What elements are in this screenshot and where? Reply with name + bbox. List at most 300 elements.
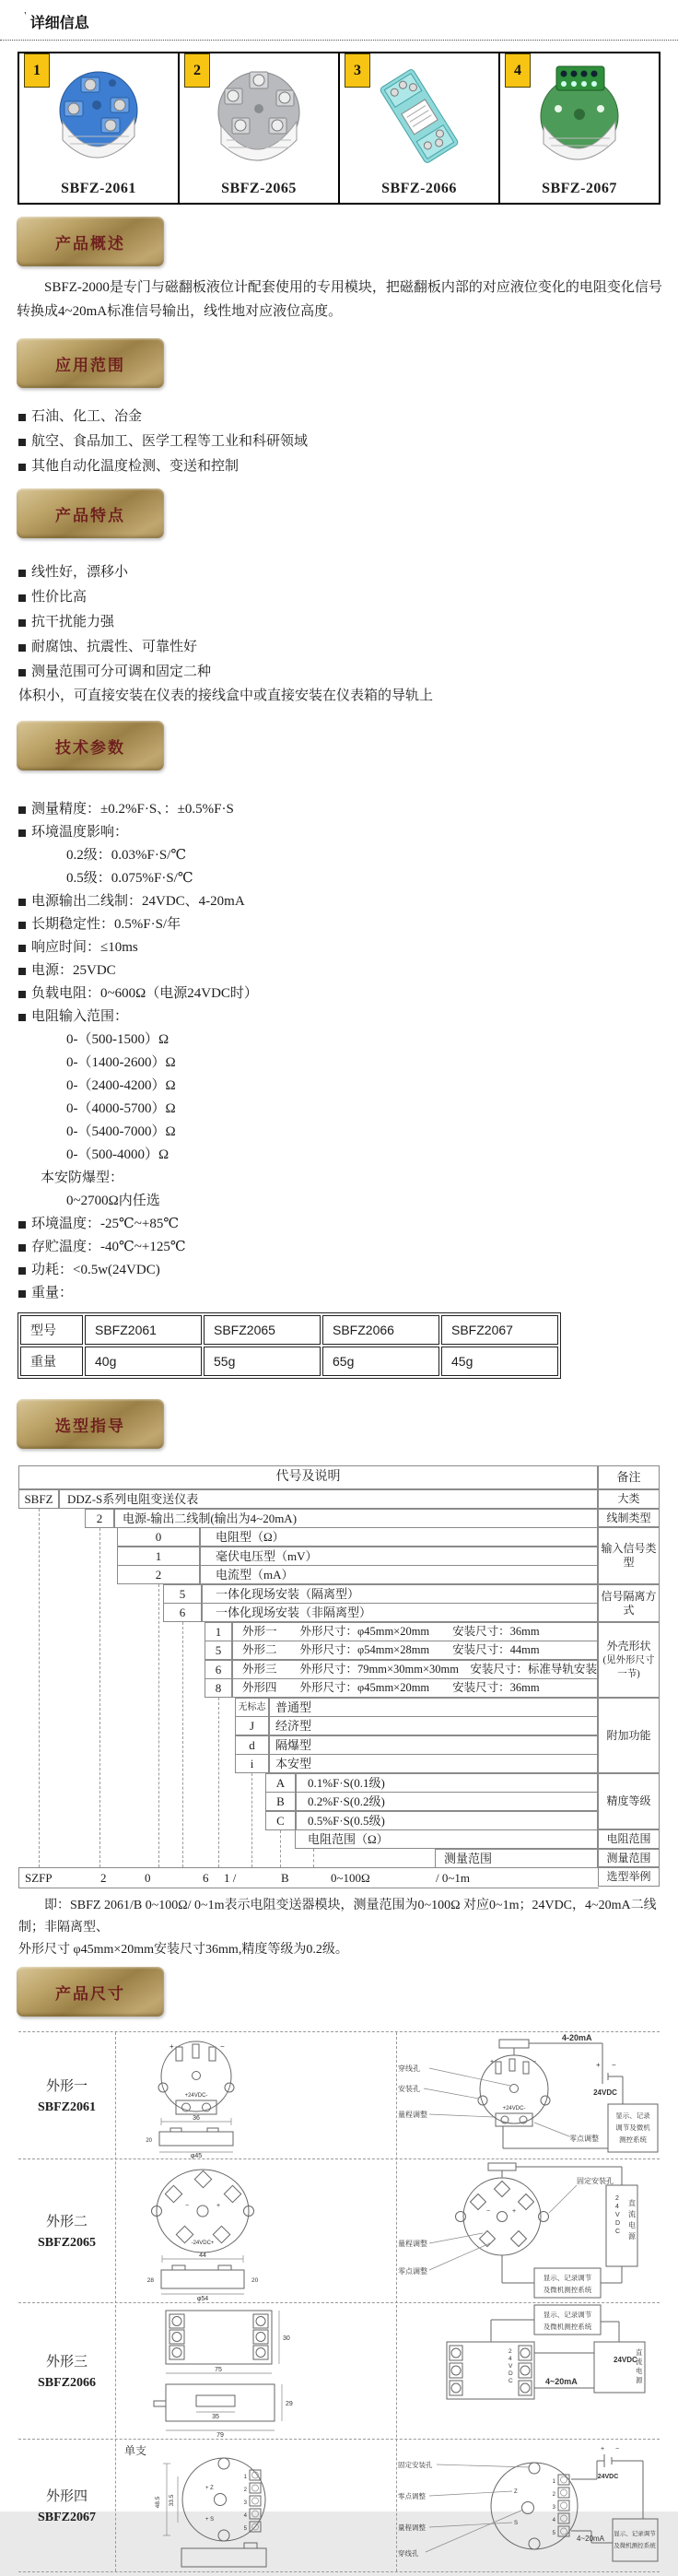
product-model-label: SBFZ-2061 bbox=[61, 181, 136, 196]
svg-text:及微机测控系统: 及微机测控系统 bbox=[543, 2323, 592, 2331]
specs-list bbox=[18, 798, 678, 1305]
list-item-text: 测量范围可分可调和固定二种 bbox=[31, 665, 212, 679]
square-bullet-icon bbox=[18, 968, 26, 975]
svg-text:穿线孔: 穿线孔 bbox=[398, 2064, 420, 2073]
spec-text: 测量精度：±0.2%F·S、：±0.5%F·S bbox=[31, 802, 234, 817]
section-button-applications[interactable]: 应用范围 bbox=[17, 338, 164, 388]
square-bullet-icon bbox=[18, 1290, 26, 1298]
selection-desc: 电阻范围（Ω） bbox=[295, 1829, 598, 1849]
selection-code: SBFZ bbox=[18, 1489, 59, 1509]
spec-text: 0~2700Ω内任选 bbox=[66, 1194, 160, 1208]
selection-row bbox=[18, 1660, 598, 1679]
selection-desc: 0.5%F·S(0.5级) bbox=[296, 1811, 598, 1830]
square-bullet-icon bbox=[18, 464, 26, 471]
selection-remark: 选型举例 bbox=[598, 1867, 660, 1887]
svg-text:−: − bbox=[185, 2203, 190, 2209]
selection-row bbox=[18, 1716, 598, 1735]
section-button-features[interactable]: 产品特点 bbox=[17, 488, 164, 538]
sbfz2065-dimension-drawing bbox=[115, 2159, 396, 2302]
svg-text:S: S bbox=[514, 2521, 519, 2526]
product-number-badge: 1 bbox=[24, 53, 50, 88]
selection-row bbox=[18, 1641, 598, 1660]
selection-desc: 0.1%F·S(0.1级) bbox=[296, 1773, 598, 1793]
selection-desc: 本安型 bbox=[269, 1754, 598, 1773]
spec-text: 0-（4000-5700）Ω bbox=[66, 1101, 176, 1116]
sbfz2061-wiring-diagram bbox=[396, 2032, 660, 2158]
product-number-badge: 3 bbox=[345, 53, 370, 88]
selection-desc: 毫伏电压型（mV） bbox=[200, 1547, 598, 1566]
svg-text:+: + bbox=[601, 2446, 605, 2452]
spec-text: 存贮温度：-40℃~+125℃ bbox=[31, 1240, 186, 1254]
svg-text:及微机测控系统: 及微机测控系统 bbox=[614, 2543, 656, 2549]
square-bullet-icon bbox=[18, 945, 26, 952]
example-value: B bbox=[281, 1871, 289, 1885]
spec-line bbox=[18, 1121, 678, 1144]
selection-desc: 外形四 外形尺寸：φ45mm×20mm 安装尺寸：36mm bbox=[232, 1678, 598, 1698]
spec-line bbox=[18, 798, 678, 821]
shape-name: 外形二 bbox=[45, 2215, 88, 2229]
svg-text:零点调整: 零点调整 bbox=[569, 2135, 599, 2143]
spec-line bbox=[18, 1006, 678, 1029]
selection-header-remark: 备注 bbox=[598, 1465, 660, 1489]
spec-line bbox=[18, 1029, 678, 1052]
svg-text:36: 36 bbox=[193, 2115, 200, 2122]
svg-text:直流电源: 直流电源 bbox=[636, 2348, 643, 2384]
shape-model: SBFZ2065 bbox=[37, 2236, 96, 2250]
svg-text:30: 30 bbox=[283, 2335, 290, 2342]
svg-text:+: + bbox=[596, 2061, 601, 2069]
spec-line bbox=[18, 1075, 678, 1098]
svg-text:单支: 单支 bbox=[124, 2444, 147, 2457]
square-bullet-icon bbox=[18, 1244, 26, 1252]
spec-line bbox=[18, 1213, 678, 1236]
selection-row bbox=[18, 1547, 598, 1566]
square-bullet-icon bbox=[18, 669, 26, 676]
svg-text:2: 2 bbox=[243, 2488, 247, 2493]
spec-line bbox=[18, 867, 678, 890]
selection-code: 无标志 bbox=[235, 1698, 269, 1717]
weight-table-header-cell: 型号 bbox=[20, 1315, 83, 1345]
selection-row bbox=[18, 1622, 598, 1641]
square-bullet-icon bbox=[18, 594, 26, 602]
selection-row bbox=[18, 1849, 598, 1868]
selection-note bbox=[18, 1895, 663, 1961]
wiring-diagram-area bbox=[396, 2159, 660, 2302]
svg-text:4: 4 bbox=[552, 2518, 555, 2523]
svg-text:−: − bbox=[615, 2446, 620, 2452]
spec-line bbox=[18, 1098, 678, 1121]
svg-text:−: − bbox=[220, 2042, 225, 2051]
sbfz2061-dimension-drawing bbox=[115, 2032, 396, 2158]
svg-text:+24VDC-: +24VDC- bbox=[184, 2093, 208, 2099]
selection-remark: 大类 bbox=[598, 1489, 660, 1509]
selection-code: 1 bbox=[117, 1547, 200, 1566]
svg-text:3: 3 bbox=[243, 2500, 247, 2506]
spec-text: 电源：25VDC bbox=[31, 963, 116, 978]
selection-desc: 经济型 bbox=[269, 1716, 598, 1735]
selection-desc: 外形三 外形尺寸：79mm×30mm×30mm 安装尺寸：标准导轨安装 bbox=[232, 1660, 598, 1679]
svg-text:显示、记录调节: 显示、记录调节 bbox=[614, 2531, 656, 2537]
svg-text:测控系统: 测控系统 bbox=[619, 2135, 647, 2144]
svg-text:5: 5 bbox=[243, 2526, 247, 2532]
shape-model: SBFZ2066 bbox=[37, 2376, 96, 2390]
list-item-text: 性价比高 bbox=[31, 590, 88, 605]
weight-table-cell: 45g bbox=[441, 1347, 558, 1376]
svg-text:4-20mA: 4-20mA bbox=[562, 2033, 592, 2042]
square-bullet-icon bbox=[18, 991, 26, 998]
product-cell-sbfz2061[interactable] bbox=[19, 53, 180, 203]
product-model-label: SBFZ-2065 bbox=[221, 181, 297, 196]
list-item-text: 抗干扰能力强 bbox=[31, 615, 115, 629]
square-bullet-icon bbox=[18, 899, 26, 906]
svg-text:Z: Z bbox=[514, 2489, 518, 2495]
svg-text:量程调整: 量程调整 bbox=[398, 2111, 427, 2119]
spec-line bbox=[18, 913, 678, 936]
svg-text:24VDC: 24VDC bbox=[614, 2356, 637, 2364]
title-separator bbox=[0, 40, 678, 41]
product-number-badge: 4 bbox=[505, 53, 531, 88]
selection-remark: 附加功能 bbox=[598, 1698, 660, 1773]
dimension-row-sbfz2065 bbox=[18, 2159, 660, 2303]
section-button-selection[interactable]: 选型指导 bbox=[17, 1399, 164, 1449]
spec-line bbox=[18, 821, 678, 844]
selection-desc: 普通型 bbox=[269, 1698, 598, 1717]
selection-note-line1: 即：SBFZ 2061/B 0~100Ω/ 0~1m表示电阻变送器模块，测量范围为0~100Ω 对应0~1m；24VDC，4~20mA二线制；非隔离型、 bbox=[18, 1899, 657, 1935]
selection-remark: 输入信号类型 bbox=[598, 1527, 660, 1584]
svg-text:固定安装孔: 固定安装孔 bbox=[398, 2461, 433, 2469]
selection-row bbox=[18, 1584, 598, 1604]
selection-header-main: 代号及说明 bbox=[18, 1465, 598, 1489]
svg-text:33.5: 33.5 bbox=[169, 2494, 175, 2507]
applications-list bbox=[18, 405, 678, 479]
svg-text:固定安装孔: 固定安装孔 bbox=[577, 2177, 614, 2185]
svg-text:75: 75 bbox=[215, 2367, 222, 2373]
list-item bbox=[18, 429, 678, 454]
svg-text:79: 79 bbox=[216, 2432, 224, 2439]
spec-line bbox=[18, 936, 678, 959]
selection-remark: 精度等级 bbox=[598, 1773, 660, 1829]
spec-text: 环境温度影响： bbox=[31, 825, 129, 840]
spec-line bbox=[18, 982, 678, 1006]
section-button-overview[interactable]: 产品概述 bbox=[17, 217, 164, 266]
selection-row bbox=[18, 1509, 598, 1528]
svg-text:-24VDC+: -24VDC+ bbox=[191, 2241, 215, 2246]
square-bullet-icon bbox=[18, 570, 26, 577]
product-cell-sbfz2067[interactable] bbox=[500, 53, 659, 203]
spec-text: 0.5级：0.075%F·S/℃ bbox=[66, 871, 193, 886]
selection-code: 5 bbox=[163, 1584, 202, 1604]
spec-line bbox=[18, 1167, 678, 1190]
product-photo-table bbox=[18, 52, 660, 205]
selection-code-table bbox=[18, 1465, 660, 1888]
sbfz2066-dimension-drawing bbox=[115, 2303, 396, 2439]
spec-line bbox=[18, 890, 678, 913]
title-marker-icon: ' bbox=[24, 11, 27, 21]
spec-text: 0-（5400-7000）Ω bbox=[66, 1124, 176, 1139]
spec-text: 0-（500-1500）Ω bbox=[66, 1032, 170, 1047]
spec-text: 功耗：<0.5w(24VDC) bbox=[31, 1263, 160, 1277]
spec-text: 环境温度：-25℃~+85℃ bbox=[31, 1217, 180, 1231]
selection-desc: 隔爆型 bbox=[269, 1735, 598, 1755]
svg-text:显示、记录调节: 显示、记录调节 bbox=[543, 2311, 592, 2319]
svg-text:显示、记录: 显示、记录 bbox=[615, 2111, 650, 2120]
product-cell-sbfz2066[interactable] bbox=[340, 53, 500, 203]
selection-code: 1 bbox=[205, 1622, 232, 1641]
square-bullet-icon bbox=[18, 1221, 26, 1229]
remark-line: 外壳形状 bbox=[606, 1639, 651, 1653]
spec-text: 电阻输入范围： bbox=[31, 1009, 129, 1024]
dimension-row-label bbox=[18, 2440, 115, 2571]
example-value: 0 bbox=[145, 1871, 151, 1885]
spec-text: 重量： bbox=[31, 1286, 74, 1300]
svg-text:1: 1 bbox=[243, 2475, 247, 2480]
selection-row bbox=[18, 1773, 598, 1793]
sbfz2067-dimension-drawing bbox=[115, 2440, 396, 2571]
product-photo-sbfz2061[interactable] bbox=[44, 65, 153, 168]
remark-line: (见外形尺寸一节) bbox=[602, 1654, 655, 1679]
example-value: 1 / bbox=[224, 1871, 237, 1885]
spec-text: 0-（500-4000）Ω bbox=[66, 1147, 170, 1162]
svg-text:φ45: φ45 bbox=[190, 2153, 203, 2159]
selection-row bbox=[18, 1754, 598, 1773]
svg-text:安装孔: 安装孔 bbox=[398, 2085, 420, 2093]
svg-text:1: 1 bbox=[552, 2479, 555, 2485]
square-bullet-icon bbox=[18, 439, 26, 446]
selection-code: i bbox=[235, 1754, 269, 1773]
selection-code: A bbox=[265, 1773, 296, 1793]
square-bullet-icon bbox=[18, 829, 26, 837]
dimension-drawing-area bbox=[115, 2303, 396, 2439]
spec-text: 负载电阻：0~600Ω（电源24VDC时） bbox=[31, 986, 258, 1001]
list-item bbox=[18, 635, 678, 660]
selection-desc: 外形一 外形尺寸：φ45mm×20mm 安装尺寸：36mm bbox=[232, 1622, 598, 1641]
spec-text: 0-（1400-2600）Ω bbox=[66, 1055, 176, 1070]
svg-text:5: 5 bbox=[552, 2531, 555, 2536]
svg-text:直流电源: 直流电源 bbox=[628, 2199, 636, 2241]
svg-text:24VDC: 24VDC bbox=[597, 2474, 619, 2480]
svg-text:+ Z: + Z bbox=[205, 2486, 214, 2491]
product-photo-sbfz2065[interactable] bbox=[205, 65, 313, 168]
selection-code: 2 bbox=[85, 1509, 114, 1528]
svg-text:穿线孔: 穿线孔 bbox=[398, 2549, 419, 2558]
svg-text:24VDC: 2 4 V D C bbox=[508, 2348, 513, 2384]
page-title: 详细信息 bbox=[29, 16, 89, 31]
spec-line bbox=[18, 1282, 678, 1305]
features-note: 体积小，可直接安装在仪表的接线盒中或直接安装在仪表箱的导轨上 bbox=[18, 688, 434, 703]
selection-row bbox=[18, 1829, 598, 1849]
svg-text:+: + bbox=[490, 2059, 495, 2065]
table-row bbox=[20, 1315, 558, 1345]
selection-remark: 测量范围 bbox=[598, 1849, 660, 1867]
selection-code: 8 bbox=[205, 1678, 232, 1698]
svg-text:24VDC: 2 4 V D C bbox=[615, 2195, 621, 2235]
selection-row bbox=[18, 1565, 598, 1584]
selection-desc: 电流型（mA） bbox=[200, 1565, 598, 1584]
dimension-row-sbfz2067 bbox=[18, 2440, 660, 2571]
square-bullet-icon bbox=[18, 644, 26, 652]
product-model-label: SBFZ-2066 bbox=[381, 181, 457, 196]
svg-text:48.5: 48.5 bbox=[155, 2496, 161, 2509]
list-item-text: 线性好，漂移小 bbox=[31, 565, 129, 580]
svg-text:3: 3 bbox=[552, 2505, 555, 2511]
selection-remark: 信号隔离方式 bbox=[598, 1584, 660, 1622]
selection-code: 2 bbox=[117, 1565, 200, 1584]
wiring-diagram-area bbox=[396, 2032, 660, 2158]
spec-text: 长期稳定性：0.5%F·S/年 bbox=[31, 917, 181, 932]
shape-name: 外形四 bbox=[45, 2489, 88, 2504]
selection-desc: 电源-输出二线制(输出为4~20mA) bbox=[114, 1509, 598, 1528]
wiring-diagram-area bbox=[396, 2303, 660, 2439]
list-item-text: 航空、食品加工、医学工程等工业和科研领域 bbox=[31, 434, 309, 449]
selection-code: 6 bbox=[205, 1660, 232, 1679]
svg-text:28: 28 bbox=[146, 2277, 154, 2284]
selection-desc: 一体化现场安装（非隔离型） bbox=[202, 1603, 598, 1622]
svg-text:2: 2 bbox=[552, 2492, 555, 2498]
selection-desc: 一体化现场安装（隔离型） bbox=[202, 1584, 598, 1604]
sbfz2066-wiring-diagram bbox=[396, 2303, 660, 2439]
selection-code: 0 bbox=[117, 1527, 200, 1547]
svg-text:量程调整: 量程调整 bbox=[398, 2523, 426, 2532]
square-bullet-icon bbox=[18, 806, 26, 814]
selection-desc: 电阻型（Ω） bbox=[200, 1527, 598, 1547]
product-photo-sbfz2066[interactable] bbox=[365, 65, 473, 168]
selection-example-row bbox=[18, 1867, 599, 1888]
svg-text:24VDC: 24VDC bbox=[593, 2088, 617, 2097]
list-item bbox=[18, 660, 678, 685]
sbfz2067-wiring-diagram bbox=[396, 2440, 660, 2571]
selection-row bbox=[18, 1735, 598, 1755]
dimension-drawing-area bbox=[115, 2440, 396, 2571]
product-number-badge: 2 bbox=[184, 53, 210, 88]
spec-text: 本安防爆型： bbox=[41, 1170, 124, 1185]
shape-model: SBFZ2067 bbox=[37, 2511, 96, 2524]
selection-code: J bbox=[235, 1716, 269, 1735]
selection-code: 6 bbox=[163, 1603, 202, 1622]
spec-line bbox=[18, 844, 678, 867]
svg-text:显示、记录调节: 显示、记录调节 bbox=[543, 2274, 592, 2282]
svg-text:20: 20 bbox=[251, 2277, 259, 2284]
svg-text:调节及微机: 调节及微机 bbox=[615, 2123, 650, 2132]
section-button-specs[interactable]: 技术参数 bbox=[17, 721, 164, 770]
wiring-diagram-area bbox=[396, 2440, 660, 2571]
svg-text:+: + bbox=[216, 2203, 221, 2209]
weight-table-cell: 40g bbox=[85, 1347, 202, 1376]
weight-table-cell: 65g bbox=[322, 1347, 439, 1376]
table-row bbox=[20, 1347, 558, 1376]
selection-row bbox=[18, 1489, 598, 1509]
weight-table-cell: 55g bbox=[204, 1347, 321, 1376]
dimension-row-label bbox=[18, 2303, 115, 2439]
section-button-dimensions[interactable]: 产品尺寸 bbox=[17, 1967, 164, 2017]
selection-desc: DDZ-S系列电阻变送仪表 bbox=[59, 1489, 598, 1509]
selection-row bbox=[18, 1792, 598, 1811]
svg-text:−: − bbox=[612, 2061, 616, 2069]
shape-model: SBFZ2061 bbox=[37, 2100, 96, 2114]
selection-row bbox=[18, 1811, 598, 1830]
square-bullet-icon bbox=[18, 1267, 26, 1275]
selection-remark bbox=[598, 1622, 660, 1698]
page-title-row bbox=[0, 0, 678, 32]
dimension-row-label bbox=[18, 2032, 115, 2158]
shape-name: 外形三 bbox=[45, 2355, 88, 2370]
example-value: 0~100Ω bbox=[331, 1871, 370, 1885]
selection-desc: 0.2%F·S(0.2级) bbox=[296, 1792, 598, 1811]
selection-row bbox=[18, 1603, 598, 1622]
dimension-row-sbfz2066 bbox=[18, 2303, 660, 2440]
spec-line bbox=[18, 1144, 678, 1167]
svg-text:φ54: φ54 bbox=[196, 2296, 209, 2302]
selection-note-line2: 外形尺寸 φ45mm×20mm安装尺寸36mm,精度等级为0.2级。 bbox=[18, 1943, 348, 1957]
list-item-text: 耐腐蚀、抗震性、可靠性好 bbox=[31, 640, 198, 654]
product-cell-sbfz2065[interactable] bbox=[180, 53, 340, 203]
spec-line bbox=[18, 1190, 678, 1213]
svg-text:+24VDC-: +24VDC- bbox=[502, 2106, 526, 2111]
weight-table-cell: SBFZ2061 bbox=[85, 1315, 202, 1345]
svg-text:零点调整: 零点调整 bbox=[398, 2492, 426, 2500]
weight-table bbox=[18, 1312, 561, 1379]
selection-remark: 线制类型 bbox=[598, 1509, 660, 1527]
selection-row bbox=[18, 1698, 598, 1717]
square-bullet-icon bbox=[18, 414, 26, 421]
square-bullet-icon bbox=[18, 1014, 26, 1021]
selection-code: 5 bbox=[205, 1641, 232, 1660]
svg-text:零点调整: 零点调整 bbox=[398, 2267, 427, 2276]
svg-text:20: 20 bbox=[146, 2138, 152, 2144]
svg-text:−: − bbox=[486, 2208, 491, 2215]
selection-row bbox=[18, 1678, 598, 1698]
overview-text: SBFZ-2000是专门与磁翻板液位计配套使用的专用模块，把磁翻板内部的对应液位变化的电阻变化信号转换成4~20mA标准信号输出，线性地对应液位高度。 bbox=[17, 280, 662, 319]
spec-line bbox=[18, 1052, 678, 1075]
example-value: 6 bbox=[203, 1871, 209, 1885]
list-item bbox=[18, 610, 678, 635]
dimension-row-label bbox=[18, 2159, 115, 2302]
product-photo-sbfz2067[interactable] bbox=[525, 65, 634, 168]
selection-code: C bbox=[265, 1811, 296, 1830]
dimension-drawing-area bbox=[115, 2159, 396, 2302]
spec-text: 响应时间：≤10ms bbox=[31, 940, 138, 955]
svg-text:+: + bbox=[512, 2208, 517, 2215]
spec-line bbox=[18, 959, 678, 982]
svg-text:35: 35 bbox=[212, 2414, 219, 2420]
list-item bbox=[18, 454, 678, 479]
svg-text:29: 29 bbox=[286, 2401, 293, 2407]
svg-text:−: − bbox=[532, 2059, 537, 2065]
svg-text:44: 44 bbox=[199, 2253, 206, 2259]
svg-text:+: + bbox=[170, 2042, 174, 2051]
spec-text: 0.2级：0.03%F·S/℃ bbox=[66, 848, 187, 863]
spec-text: 电源输出二线制：24VDC、4-20mA bbox=[31, 894, 245, 909]
svg-text:及微机测控系统: 及微机测控系统 bbox=[543, 2286, 592, 2294]
weight-table-cell: SBFZ2066 bbox=[322, 1315, 439, 1345]
weight-table-cell: SBFZ2067 bbox=[441, 1315, 558, 1345]
list-item-text: 其他自动化温度检测、变送和控制 bbox=[31, 459, 240, 474]
spec-line bbox=[18, 1259, 678, 1282]
sbfz2065-wiring-diagram bbox=[396, 2159, 660, 2302]
weight-table-header-cell: 重量 bbox=[20, 1347, 83, 1376]
list-item bbox=[18, 560, 678, 585]
selection-desc: 外形二 外形尺寸：φ54mm×28mm 安装尺寸：44mm bbox=[232, 1641, 598, 1660]
example-value: / 0~1m bbox=[436, 1871, 471, 1885]
features-list bbox=[18, 560, 678, 685]
selection-code: B bbox=[265, 1792, 296, 1811]
selection-row bbox=[18, 1527, 598, 1547]
product-model-label: SBFZ-2067 bbox=[542, 181, 617, 196]
dimensions-table bbox=[18, 2031, 660, 2572]
square-bullet-icon bbox=[18, 619, 26, 627]
svg-text:4~20mA: 4~20mA bbox=[577, 2535, 605, 2543]
spec-line bbox=[18, 1236, 678, 1259]
example-value: SZFP bbox=[25, 1871, 53, 1885]
